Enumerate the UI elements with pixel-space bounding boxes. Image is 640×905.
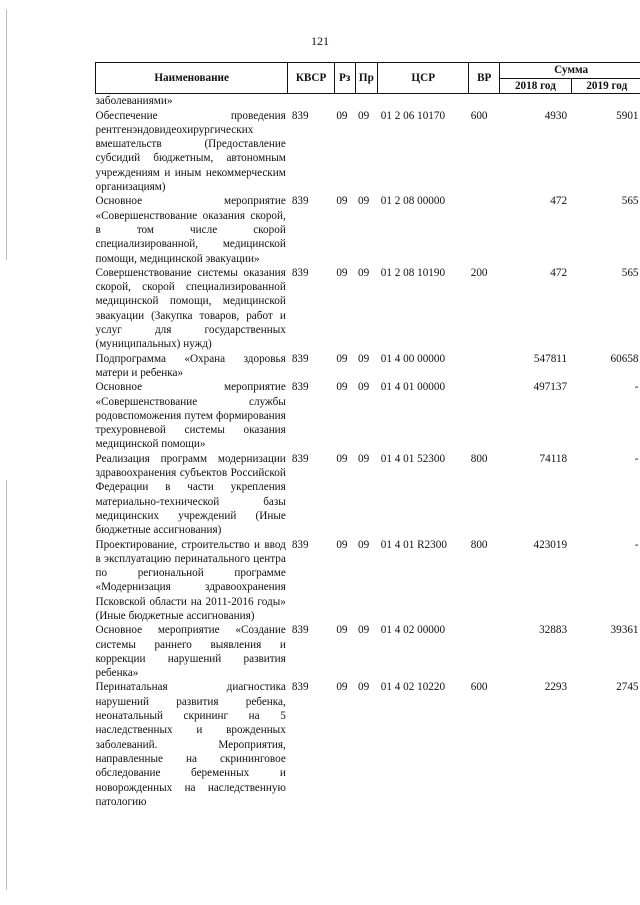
row-pr: 09 [358,381,370,394]
page-number: 121 [311,34,329,48]
row-pr: 09 [358,266,370,279]
header-csr: ЦСР [378,63,469,94]
row-rz: 09 [336,381,348,394]
row-name: Перинатальная диагностика нарушений развития ребенка, неонатальный скрининг на 5 наследственных и врожденных заболеваний. Мероприятия, направленные на скрининговое обследование беременных и новорожденных на наследственную патологию [95,681,286,808]
row-vr: 600 [470,109,488,122]
table-row [96,94,640,109]
row-name: Проектирование, строительство и ввод в эксплуатацию перинатального центра по региональной программе «Модернизация здравоохранения Псковской области на 2011-2016 годы» (Иные бюджетные ассигнования) [95,538,286,622]
row-vr: 600 [470,681,488,694]
scan-margin-line-lower [6,480,7,890]
row-kvsr: 839 [291,681,309,694]
row-csr: 01 4 02 00000 [380,624,446,637]
row-csr: 01 2 08 10190 [380,266,446,279]
row-pr: 09 [358,538,370,551]
row-vr [469,94,500,109]
row-sum-2019 [571,94,640,109]
header-year-2018: 2018 год [500,79,571,94]
row-pr [355,94,378,109]
row-sum-2019: 565 [621,266,639,279]
row-name: Реализация программ модернизации здравоохранения субъектов Российской Федерации в части укрепления материально-технической базы медицинских учреждений (Иные бюджетные ассигнования) [95,452,286,537]
row-rz: 09 [336,109,348,122]
row-csr: 01 2 08 00000 [380,195,446,208]
row-sum-2019: - [634,538,639,551]
row-kvsr: 839 [291,195,309,208]
row-sum-2018: 2293 [544,681,568,694]
row-sum-2019: 565 [621,195,639,208]
row-sum-2018: 547811 [533,352,568,365]
row-sum-2019: 39361 [610,624,639,637]
row-csr: 01 2 06 10170 [380,109,446,122]
row-vr [469,194,500,265]
header-kvsr: КВСР [288,63,335,94]
header-sum: Сумма [500,63,640,79]
table-row [96,352,640,381]
row-name: заболеваниями» [95,95,173,108]
row-kvsr: 839 [291,266,309,279]
row-csr: 01 4 01 52300 [380,452,446,465]
table-row [96,623,640,680]
row-csr [378,94,469,109]
row-sum-2018: 74118 [539,452,568,465]
table-row [96,380,640,451]
row-sum-2018: 4930 [544,109,568,122]
row-pr: 09 [358,352,370,365]
row-pr: 09 [358,624,370,637]
row-rz: 09 [336,452,348,465]
row-sum-2018: 497137 [533,381,568,394]
table-row [96,680,640,809]
row-pr: 09 [358,195,370,208]
row-name: Подпрограмма «Охрана здоровья матери и ребенка» [95,352,286,379]
row-sum-2018: 423019 [533,538,568,551]
row-name: Совершенствование системы оказания скорой, скорой специализированной медицинской помощи, медицинской эвакуации (Закупка товаров, работ и услуг для государственных (муниципальных) нужд) [95,266,286,351]
row-kvsr: 839 [291,624,309,637]
table-body [96,94,640,809]
row-sum-2018 [500,94,571,109]
row-vr: 800 [470,452,488,465]
row-name: Основное мероприятие «Создание системы раннего выявления и коррекции нарушений развития ребенка» [95,624,286,680]
row-rz: 09 [336,195,348,208]
row-sum-2018: 472 [550,195,568,208]
row-rz: 09 [336,538,348,551]
row-sum-2018: 472 [550,266,568,279]
row-kvsr: 839 [291,109,309,122]
header-pr: Пр [355,63,378,94]
row-pr: 09 [358,452,370,465]
row-csr: 01 4 00 00000 [380,352,446,365]
row-sum-2019: 60658 [610,352,639,365]
table-row [96,266,640,352]
row-rz: 09 [336,266,348,279]
table-row [96,109,640,195]
row-rz: 09 [336,681,348,694]
header-name: Наименование [96,63,288,94]
table-header [96,63,640,94]
row-vr: 800 [470,538,488,551]
row-kvsr: 839 [291,381,309,394]
row-kvsr: 839 [291,452,309,465]
row-kvsr [288,94,335,109]
header-year-2019: 2019 год [571,79,640,94]
header-vr: ВР [469,63,500,94]
row-vr [469,623,500,680]
row-name: Обеспечение проведения рентгенэндовидеохирургических вмешательств (Предоставление субсидий бюджетным, автономным учреждениям и иным некоммерческим организациям) [95,109,286,194]
row-kvsr: 839 [291,538,309,551]
row-sum-2019: - [634,452,639,465]
budget-table [95,62,640,809]
header-rz: Рз [334,63,355,94]
table-row [96,452,640,538]
row-csr: 01 4 02 10220 [380,681,446,694]
row-rz: 09 [336,352,348,365]
row-name: Основное мероприятие «Совершенствование оказания скорой, в том числе скорой специализированной, медицинской помощи, медицинской эвакуации» [95,195,286,265]
row-vr [469,380,500,451]
table-row [96,194,640,265]
row-kvsr: 839 [291,352,309,365]
row-sum-2019: 5901 [616,109,639,122]
row-csr: 01 4 01 R2300 [380,538,447,551]
row-sum-2019: - [634,381,639,394]
row-sum-2019: 2745 [616,681,639,694]
row-rz [334,94,355,109]
row-vr [469,352,500,381]
row-pr: 09 [358,109,370,122]
row-vr: 200 [470,266,488,279]
row-csr: 01 4 01 00000 [380,381,446,394]
row-name: Основное мероприятие «Совершенствование службы родовспоможения путем формирования трехуровневой системы оказания медицинской помощи» [95,381,286,451]
table-row [96,538,640,624]
row-rz: 09 [336,624,348,637]
row-pr: 09 [358,681,370,694]
row-sum-2018: 32883 [539,624,568,637]
